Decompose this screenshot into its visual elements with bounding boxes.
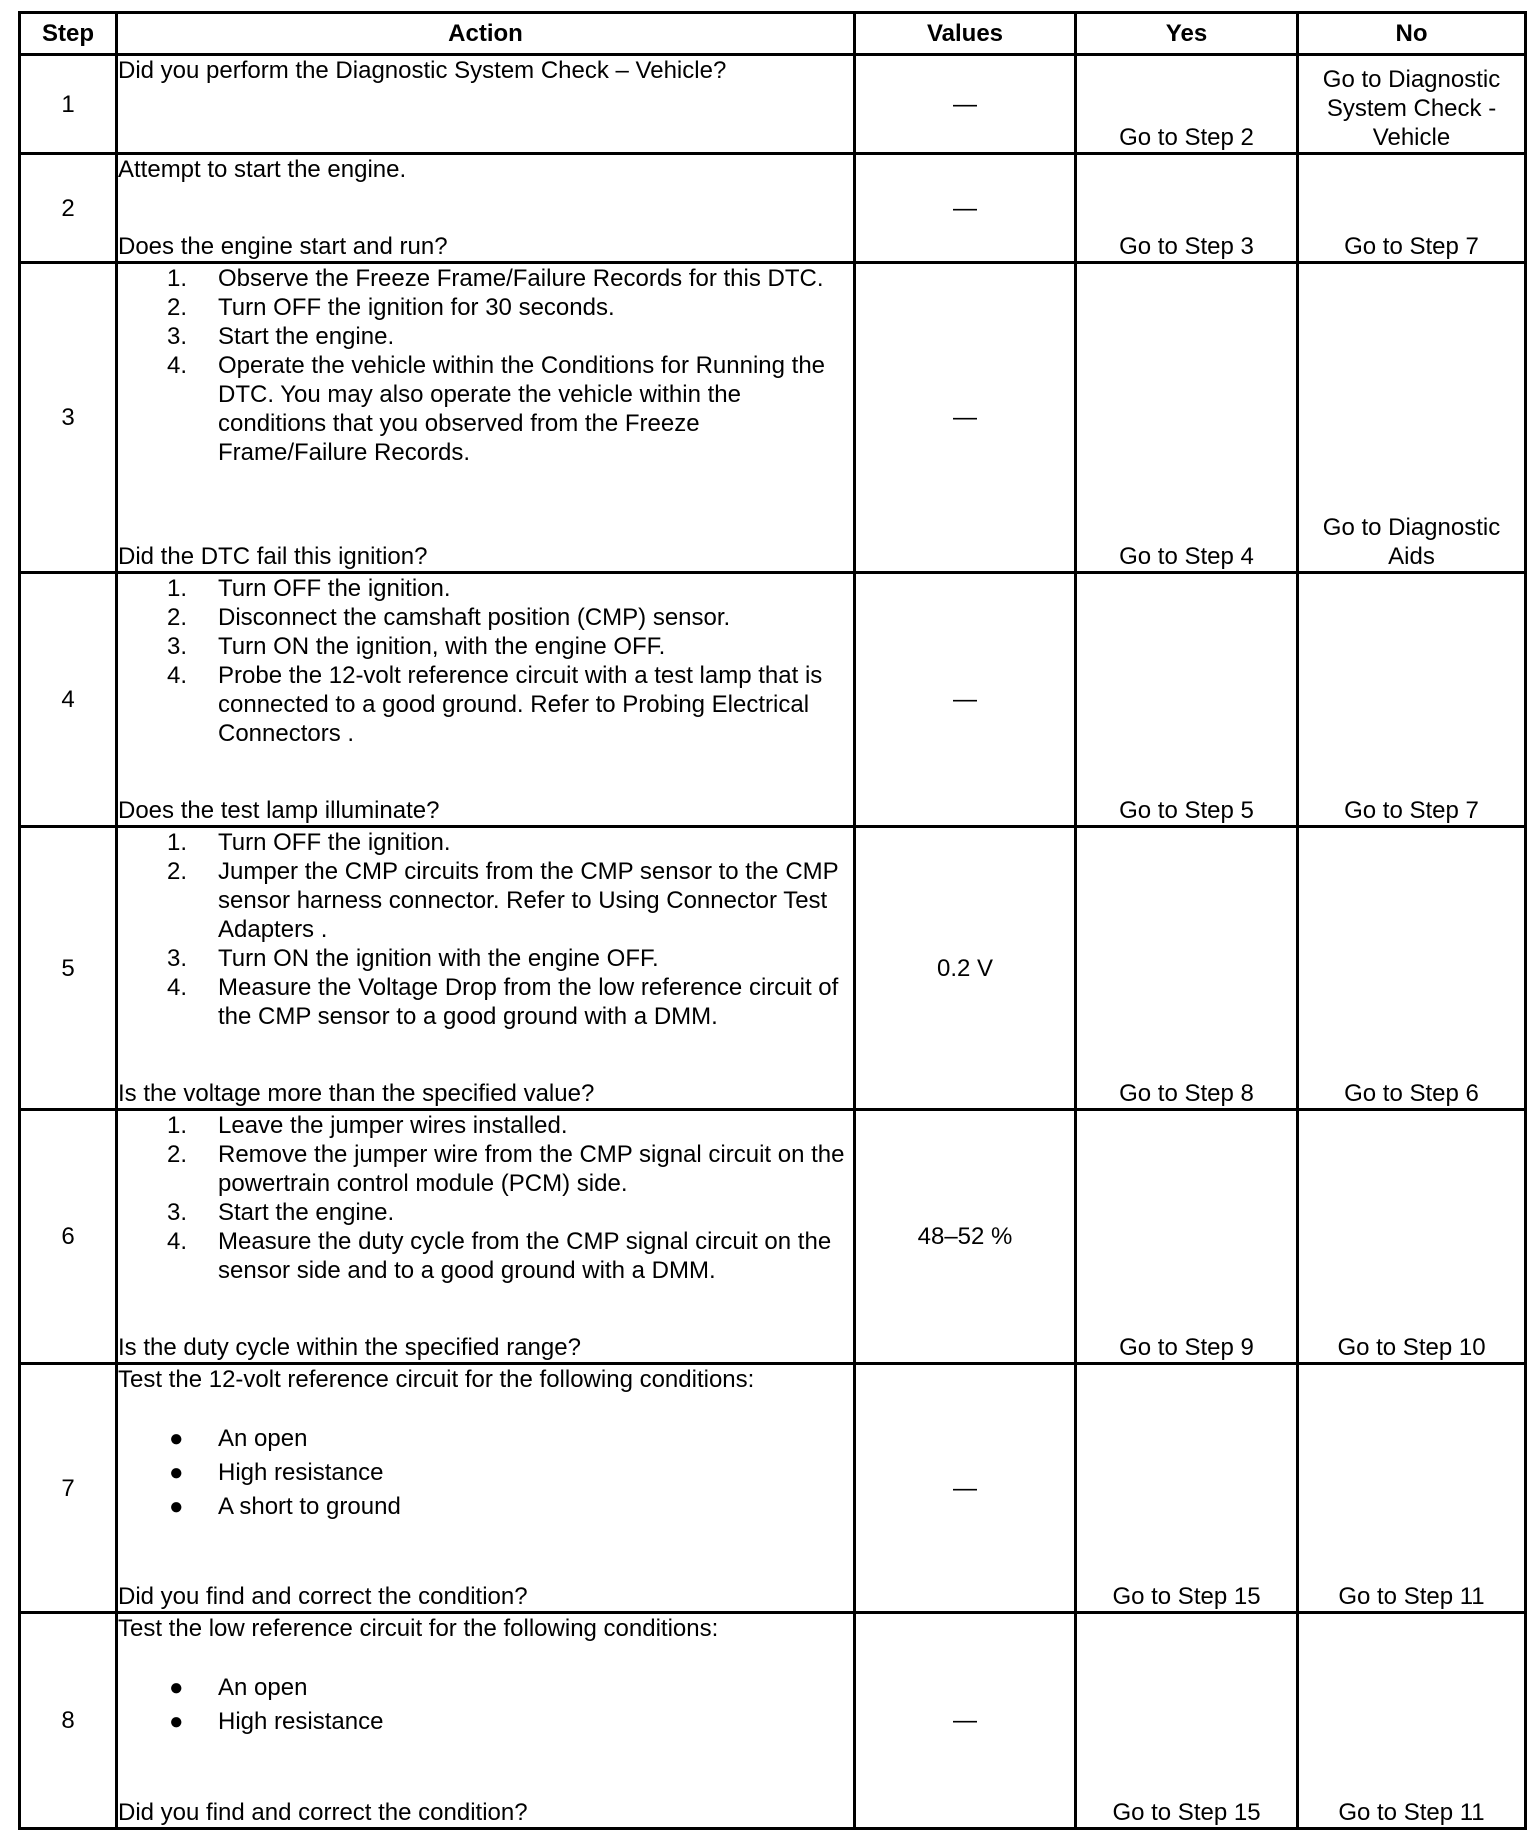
list-item: 2. Disconnect the camshaft position (CMP) sensor.	[167, 604, 731, 631]
yes-cell: Go to Step 5	[1076, 573, 1298, 827]
yes-cell: Go to Step 3	[1076, 154, 1298, 263]
list-item: 4. Operate the vehicle within the Conditions for Running the DTC. You may also operate the vehicle within the conditions that you observed from the Freeze Frame/Failure Records.	[167, 352, 826, 466]
action-intro: Test the 12-volt reference circuit for the following conditions:	[118, 1366, 755, 1393]
list-item: ● A short to ground	[169, 1493, 401, 1520]
no-cell: Go to Diagnostic Aids	[1298, 263, 1526, 573]
table-row-step-7	[20, 1364, 1526, 1613]
table-row-step-2	[20, 154, 1526, 263]
list-item: ● High resistance	[169, 1459, 384, 1486]
no-cell: Go to Step 7	[1298, 573, 1526, 827]
yes-cell: Go to Step 9	[1076, 1110, 1298, 1364]
step-number: 6	[20, 1110, 117, 1364]
list-item: 1. Observe the Freeze Frame/Failure Records for this DTC.	[167, 265, 824, 292]
action-steps-list	[118, 1111, 853, 1285]
list-item: 4. Probe the 12-volt reference circuit with a test lamp that is connected to a good ground. Refer to Probing Electrical Connectors .	[167, 662, 823, 747]
value-cell: —	[855, 1364, 1076, 1613]
action-question: Did you find and correct the condition?	[118, 1583, 528, 1610]
action-cell	[117, 1613, 855, 1829]
yes-cell: Go to Step 15	[1076, 1364, 1298, 1613]
table-row-step-6	[20, 1110, 1526, 1364]
list-item: 1. Leave the jumper wires installed.	[167, 1112, 568, 1139]
list-item: 4. Measure the duty cycle from the CMP signal circuit on the sensor side and to a good ground with a DMM.	[167, 1228, 832, 1284]
list-item: 3. Start the engine.	[167, 1199, 395, 1226]
header-yes: Yes	[1076, 13, 1298, 55]
action-question: Does the test lamp illuminate?	[118, 797, 440, 824]
action-cell	[117, 55, 855, 154]
header-no: No	[1298, 13, 1526, 55]
header-values: Values	[855, 13, 1076, 55]
action-question: Does the engine start and run?	[118, 233, 448, 260]
action-intro: Test the low reference circuit for the following conditions:	[118, 1615, 719, 1642]
action-question: Did you find and correct the condition?	[118, 1799, 528, 1826]
action-intro: Did you perform the Diagnostic System Check – Vehicle?	[118, 57, 727, 84]
step-number: 7	[20, 1364, 117, 1613]
list-item: ● High resistance	[169, 1708, 384, 1735]
no-cell: Go to Step 6	[1298, 827, 1526, 1110]
yes-cell: Go to Step 8	[1076, 827, 1298, 1110]
value-cell: —	[855, 1613, 1076, 1829]
step-number: 5	[20, 827, 117, 1110]
value-cell: —	[855, 154, 1076, 263]
action-question: Did the DTC fail this ignition?	[118, 543, 428, 570]
value-cell: —	[855, 263, 1076, 573]
action-cell	[117, 263, 855, 573]
table-row-step-3	[20, 263, 1526, 573]
list-item: ● An open	[169, 1425, 308, 1452]
list-item: 3. Turn ON the ignition with the engine OFF.	[167, 945, 659, 972]
action-cell	[117, 573, 855, 827]
no-cell: Go to Step 11	[1298, 1364, 1526, 1613]
table-row-step-8	[20, 1613, 1526, 1829]
action-cell	[117, 154, 855, 263]
diagnostic-table	[18, 11, 1527, 1830]
action-cell	[117, 827, 855, 1110]
step-number: 2	[20, 154, 117, 263]
yes-cell: Go to Step 15	[1076, 1613, 1298, 1829]
no-cell: Go to Step 7	[1298, 154, 1526, 263]
value-cell: 0.2 V	[855, 827, 1076, 1110]
list-item: 3. Start the engine.	[167, 323, 395, 350]
header-step: Step	[20, 13, 117, 55]
action-question: Is the duty cycle within the specified range?	[118, 1334, 581, 1361]
action-cell	[117, 1364, 855, 1613]
no-cell: Go to Diagnostic System Check - Vehicle	[1298, 55, 1526, 154]
table-row-step-1	[20, 55, 1526, 154]
conditions-list	[118, 1671, 853, 1739]
list-item: 4. Measure the Voltage Drop from the low reference circuit of the CMP sensor to a good ground with a DMM.	[167, 974, 839, 1030]
list-item: 1. Turn OFF the ignition.	[167, 575, 451, 602]
table-row-step-5	[20, 827, 1526, 1110]
table-row-step-4	[20, 573, 1526, 827]
yes-cell: Go to Step 2	[1076, 55, 1298, 154]
action-steps-list	[118, 828, 853, 1031]
action-cell	[117, 1110, 855, 1364]
list-item: 3. Turn ON the ignition, with the engine OFF.	[167, 633, 666, 660]
step-number: 4	[20, 573, 117, 827]
action-steps-list	[118, 574, 853, 748]
action-intro: Attempt to start the engine.	[118, 156, 407, 183]
action-question: Is the voltage more than the specified value?	[118, 1080, 595, 1107]
step-number: 3	[20, 263, 117, 573]
action-steps-list	[118, 264, 853, 467]
yes-cell: Go to Step 4	[1076, 263, 1298, 573]
no-cell: Go to Step 11	[1298, 1613, 1526, 1829]
list-item: 1. Turn OFF the ignition.	[167, 829, 451, 856]
value-cell: 48–52 %	[855, 1110, 1076, 1364]
list-item: ● An open	[169, 1674, 308, 1701]
list-item: 2. Remove the jumper wire from the CMP signal circuit on the powertrain control module (PCM) side.	[167, 1141, 845, 1197]
list-item: 2. Jumper the CMP circuits from the CMP sensor to the CMP sensor harness connector. Refer to Using Connector Test Adapters .	[167, 858, 839, 943]
list-item: 2. Turn OFF the ignition for 30 seconds.	[167, 294, 615, 321]
conditions-list	[118, 1422, 853, 1524]
step-number: 1	[20, 55, 117, 154]
no-cell: Go to Step 10	[1298, 1110, 1526, 1364]
value-cell: —	[855, 55, 1076, 154]
step-number: 8	[20, 1613, 117, 1829]
header-row	[20, 13, 1526, 55]
value-cell: —	[855, 573, 1076, 827]
header-action: Action	[117, 13, 855, 55]
